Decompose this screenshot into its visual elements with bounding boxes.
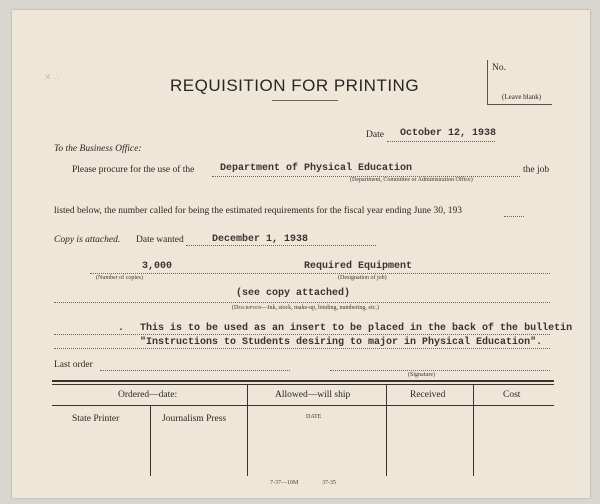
table-subdivider (150, 405, 151, 476)
cell-journalism-press: Journalism Press (162, 414, 227, 424)
description-line (54, 302, 550, 303)
copies-caption: (Number of copies) (96, 275, 143, 281)
job-caption: (Designation of job) (338, 275, 387, 281)
date-wanted-label: Date wanted (136, 235, 184, 245)
fiscal-year-line (504, 216, 524, 217)
signature-caption: (Signature) (408, 372, 435, 378)
table-divider-3 (473, 384, 474, 476)
date-wanted-line (186, 245, 376, 246)
table-header-rule (52, 405, 554, 406)
procure-prefix: Please procure for the use of the (72, 165, 195, 175)
number-label: No. (492, 63, 506, 73)
header-received: Received (410, 390, 446, 400)
cell-date-label: DATE (306, 414, 322, 420)
fiscal-year-text: listed below, the number called for being the estimated requirements for the fiscal year ending June 30, 193 (54, 206, 463, 216)
copies-job-line (90, 273, 550, 274)
copy-attached-label: Copy is attached. (54, 235, 121, 245)
notes-rule-1 (54, 334, 550, 335)
description-caption: (Description—Ink, stock, make-up, binding, numbering, etc.) (232, 305, 379, 311)
footer-form-code: 7-37—10M (270, 480, 299, 486)
department-value: Department of Physical Education (220, 163, 413, 174)
date-value: October 12, 1938 (400, 128, 497, 139)
job-designation: Required Equipment (304, 261, 413, 272)
date-wanted-value: December 1, 1938 (212, 234, 309, 245)
table-divider-2 (386, 384, 387, 476)
salutation: To the Business Office: (54, 144, 142, 154)
last-order-line (100, 370, 290, 371)
table-top-rule (52, 380, 554, 382)
ink-smudge-icon: ✕ ∴ (44, 72, 60, 82)
notes-line-1: This is to be used as an insert to be placed in the back of the bulletin (140, 323, 573, 334)
last-order-label: Last order (54, 360, 93, 370)
date-line (387, 141, 495, 142)
table-divider-1 (247, 384, 248, 476)
header-allowed-ship: Allowed—will ship (275, 390, 351, 400)
cell-state-printer: State Printer (72, 414, 120, 424)
title-underline (272, 100, 338, 101)
table-top-rule-inner (52, 384, 554, 385)
description-value: (see copy attached) (236, 288, 351, 299)
department-caption: (Department, Committee or Administration Office) (350, 177, 473, 183)
header-cost: Cost (503, 390, 521, 400)
signature-line (330, 370, 550, 371)
procure-suffix: the job (523, 165, 550, 175)
header-ordered-date: Ordered—date: (118, 390, 178, 400)
notes-rule-2 (54, 348, 550, 349)
footer-form-number: 37-35 (322, 480, 336, 486)
leave-blank-note: (Leave blank) (502, 93, 542, 101)
notes-bullet: . (118, 323, 125, 334)
copies-count: 3,000 (142, 261, 173, 272)
form-title: REQUISITION FOR PRINTING (170, 76, 420, 95)
date-label: Date (366, 130, 384, 140)
notes-line-2: "Instructions to Students desiring to major in Physical Education". (140, 337, 543, 348)
